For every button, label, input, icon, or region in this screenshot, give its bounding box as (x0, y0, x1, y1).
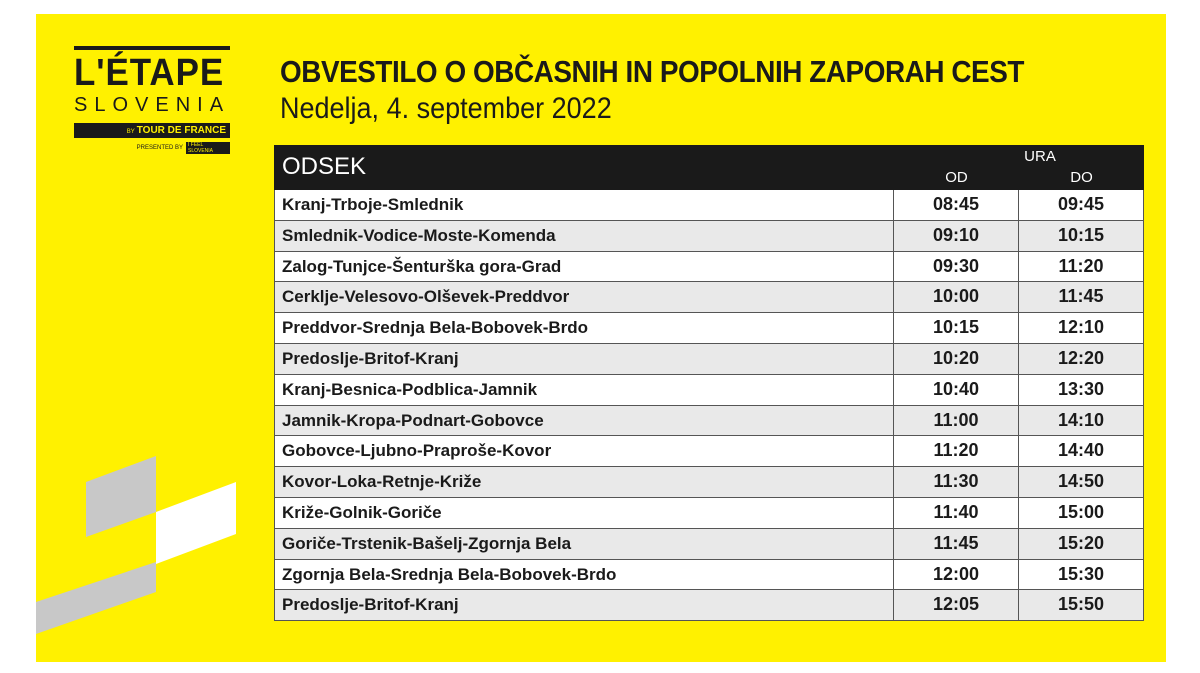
to-time-cell: 14:10 (1057, 409, 1105, 430)
logo-by: BY (126, 129, 135, 135)
table-row (274, 406, 1144, 437)
table-row (274, 282, 1144, 313)
table-row (274, 375, 1144, 406)
segment-cell: Križe-Golnik-Goriče (275, 498, 894, 528)
to-time-cell: 09:45 (1057, 194, 1105, 214)
header-time: URA (1024, 148, 1056, 165)
from-time-cell: 11:20 (894, 436, 1019, 466)
segment-cell: Kranj-Trboje-Smlednik (275, 190, 894, 220)
to-time-cell: 15:00 (1057, 501, 1105, 522)
from-time-cell: 12:05 (894, 590, 1019, 620)
segment-cell: Cerklje-Velesovo-Olševek-Preddvor (275, 282, 894, 312)
to-time-cell: 12:20 (1057, 347, 1105, 368)
from-time-cell: 10:20 (894, 344, 1019, 374)
segment-cell: Zgornja Bela-Srednja Bela-Bobovek-Brdo (275, 560, 894, 590)
to-time-cell: 15:50 (1057, 594, 1105, 615)
table-row (274, 467, 1144, 498)
presented-by-text: PRESENTED BY (136, 145, 183, 151)
badge-line-2: SLOVENIA (188, 148, 214, 154)
table-row (274, 252, 1144, 283)
to-time-cell: 14:40 (1057, 440, 1105, 461)
from-time-cell: 11:45 (894, 529, 1019, 559)
table-row (274, 498, 1144, 529)
to-time-cell: 13:30 (1057, 378, 1105, 399)
to-time-cell: 15:30 (1057, 563, 1105, 584)
page-title: OBVESTILO O OBČASNIH IN POPOLNIH ZAPORAH CEST (280, 54, 1024, 89)
to-time-cell: 11:20 (1058, 255, 1104, 276)
segment-cell: Preddvor-Srednja Bela-Bobovek-Brdo (275, 313, 894, 343)
table-row (274, 590, 1144, 621)
segment-cell: Goriče-Trstenik-Bašelj-Zgornja Bela (275, 529, 894, 559)
to-time-cell: 12:10 (1057, 317, 1105, 338)
gray-stripe-upper (86, 456, 156, 537)
header-to: DO (1070, 169, 1093, 186)
from-time-cell: 10:00 (894, 282, 1019, 312)
badge-line-1: I FEEL (188, 142, 204, 148)
presented-by (74, 142, 230, 154)
segment-cell: Gobovce-Ljubno-Praproše-Kovor (275, 436, 894, 466)
to-time-cell: 10:15 (1057, 224, 1105, 245)
segment-cell: Smlednik-Vodice-Moste-Komenda (275, 221, 894, 251)
gray-stripe-lower (36, 562, 156, 634)
table-row (274, 344, 1144, 375)
table-row (274, 436, 1144, 467)
from-time-cell: 09:10 (894, 221, 1019, 251)
logo-tdf-text: TOUR DE FRANCE (136, 125, 226, 136)
table-row (274, 560, 1144, 591)
segment-cell: Jamnik-Kropa-Podnart-Gobovce (275, 406, 894, 436)
logo-subtitle: SLOVENIA (74, 94, 231, 116)
to-time-cell: 15:20 (1057, 532, 1105, 553)
from-time-cell: 10:40 (894, 375, 1019, 405)
logo-wordmark: L'ÉTAPE (74, 52, 225, 94)
from-time-cell: 11:30 (894, 467, 1019, 497)
table-header (274, 145, 1144, 190)
white-stripe (156, 482, 236, 564)
table-body (274, 190, 1144, 621)
i-feel-slovenia-badge (186, 142, 230, 154)
segment-cell: Predoslje-Britof-Kranj (275, 590, 894, 620)
segment-cell: Predoslje-Britof-Kranj (275, 344, 894, 374)
header-segment: ODSEK (282, 153, 367, 180)
page-subtitle: Nedelja, 4. september 2022 (280, 92, 612, 125)
from-time-cell: 08:45 (894, 190, 1019, 220)
from-time-cell: 09:30 (894, 252, 1019, 282)
closure-table (274, 145, 1144, 621)
header-from: OD (945, 169, 968, 186)
from-time-cell: 10:15 (894, 313, 1019, 343)
from-time-cell: 11:40 (894, 498, 1019, 528)
to-time-cell: 14:50 (1057, 471, 1105, 492)
table-row (274, 221, 1144, 252)
to-time-cell: 11:45 (1058, 286, 1104, 307)
table-row (274, 190, 1144, 221)
from-time-cell: 11:00 (894, 406, 1019, 436)
segment-cell: Kranj-Besnica-Podblica-Jamnik (275, 375, 894, 405)
segment-cell: Kovor-Loka-Retnje-Križe (275, 467, 894, 497)
from-time-cell: 12:00 (894, 560, 1019, 590)
segment-cell: Zalog-Tunjce-Šenturška gora-Grad (275, 252, 894, 282)
logo-top-bar (74, 46, 230, 50)
table-row (274, 313, 1144, 344)
poster (36, 14, 1166, 662)
table-row (274, 529, 1144, 560)
tour-de-france-band (74, 123, 230, 138)
letape-slovenia-logo (74, 46, 230, 154)
